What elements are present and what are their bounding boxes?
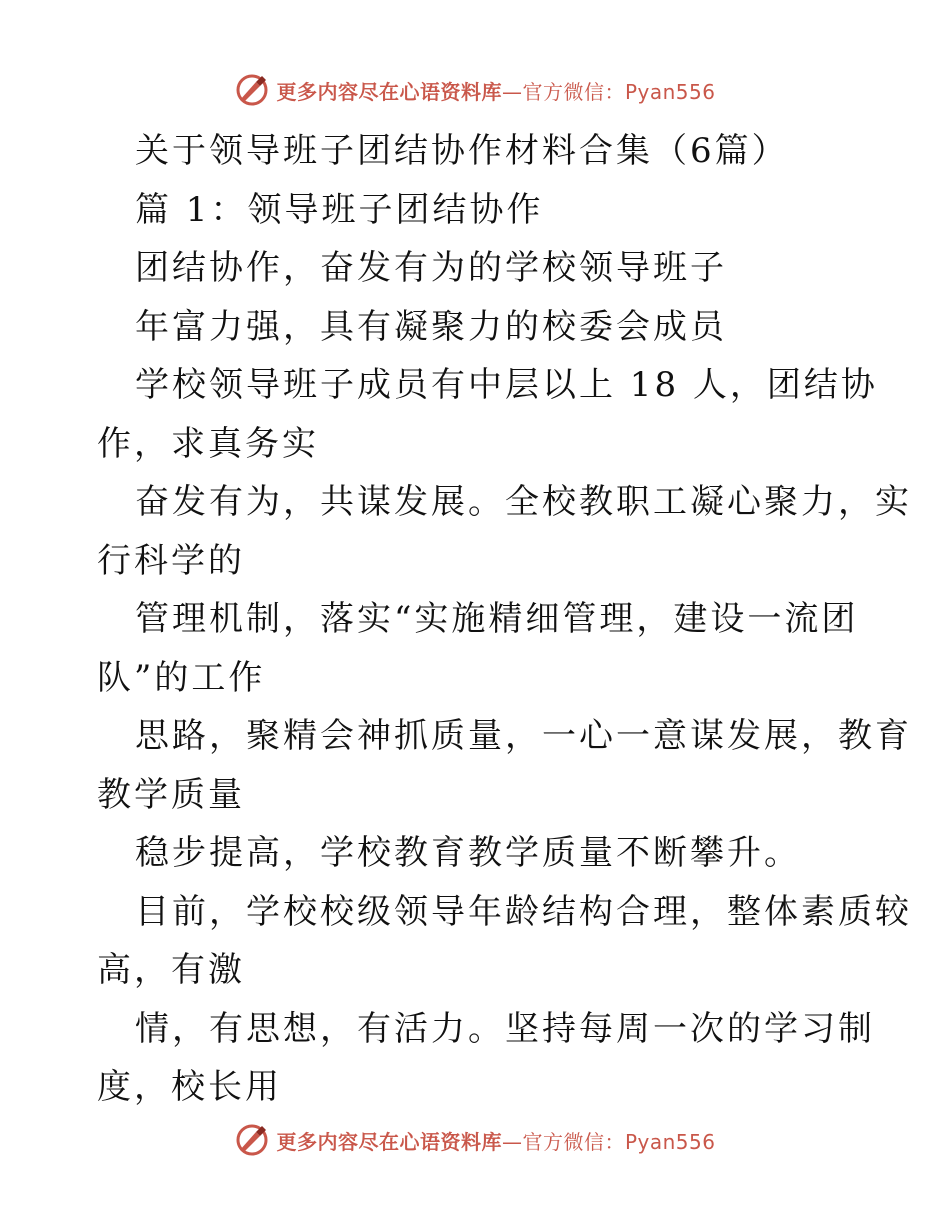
pen-logo-icon	[234, 1122, 270, 1158]
text-line: 团结协作，奋发有为的学校领导班子	[135, 248, 727, 288]
text-line: 年富力强，具有凝聚力的校委会成员	[135, 306, 727, 347]
text-line: 作，求真务实	[97, 423, 319, 464]
text-line: 奋发有为，共谋发展。全校教职工凝心聚力，实	[135, 482, 912, 522]
text-line: 情，有思想，有活力。坚持每周一次的学习制	[135, 1008, 875, 1049]
text-line: 度，校长用	[97, 1067, 282, 1107]
watermark-text: 更多内容尽在心语资料库—官方微信：Pyan556	[276, 79, 716, 104]
text-line: 管理机制，落实“实施精细管理，建设一流团	[135, 599, 859, 639]
text-line: 目前，学校校级领导年龄结构合理，整体素质较	[135, 891, 912, 932]
pen-logo-icon	[234, 72, 270, 108]
footer-watermark	[0, 1120, 950, 1160]
text-line: 队”的工作	[97, 657, 266, 698]
text-line: 教学质量	[97, 774, 245, 815]
text-line: 学校领导班子成员有中层以上 18 人，团结协	[135, 365, 878, 405]
text-line: 思路，聚精会神抓质量，一心一意谋发展，教育	[135, 716, 912, 756]
document-body	[97, 122, 912, 1117]
section-heading: 篇 1：领导班子团结协作	[135, 189, 544, 230]
watermark-text: 更多内容尽在心语资料库—官方微信：Pyan556	[276, 1129, 716, 1154]
text-line: 稳步提高，学校教育教学质量不断攀升。	[135, 833, 801, 873]
header-watermark	[0, 70, 950, 110]
text-line: 行科学的	[97, 540, 245, 581]
document-title: 关于领导班子团结协作材料合集（6篇）	[135, 131, 789, 171]
text-line: 高，有激	[97, 950, 245, 990]
